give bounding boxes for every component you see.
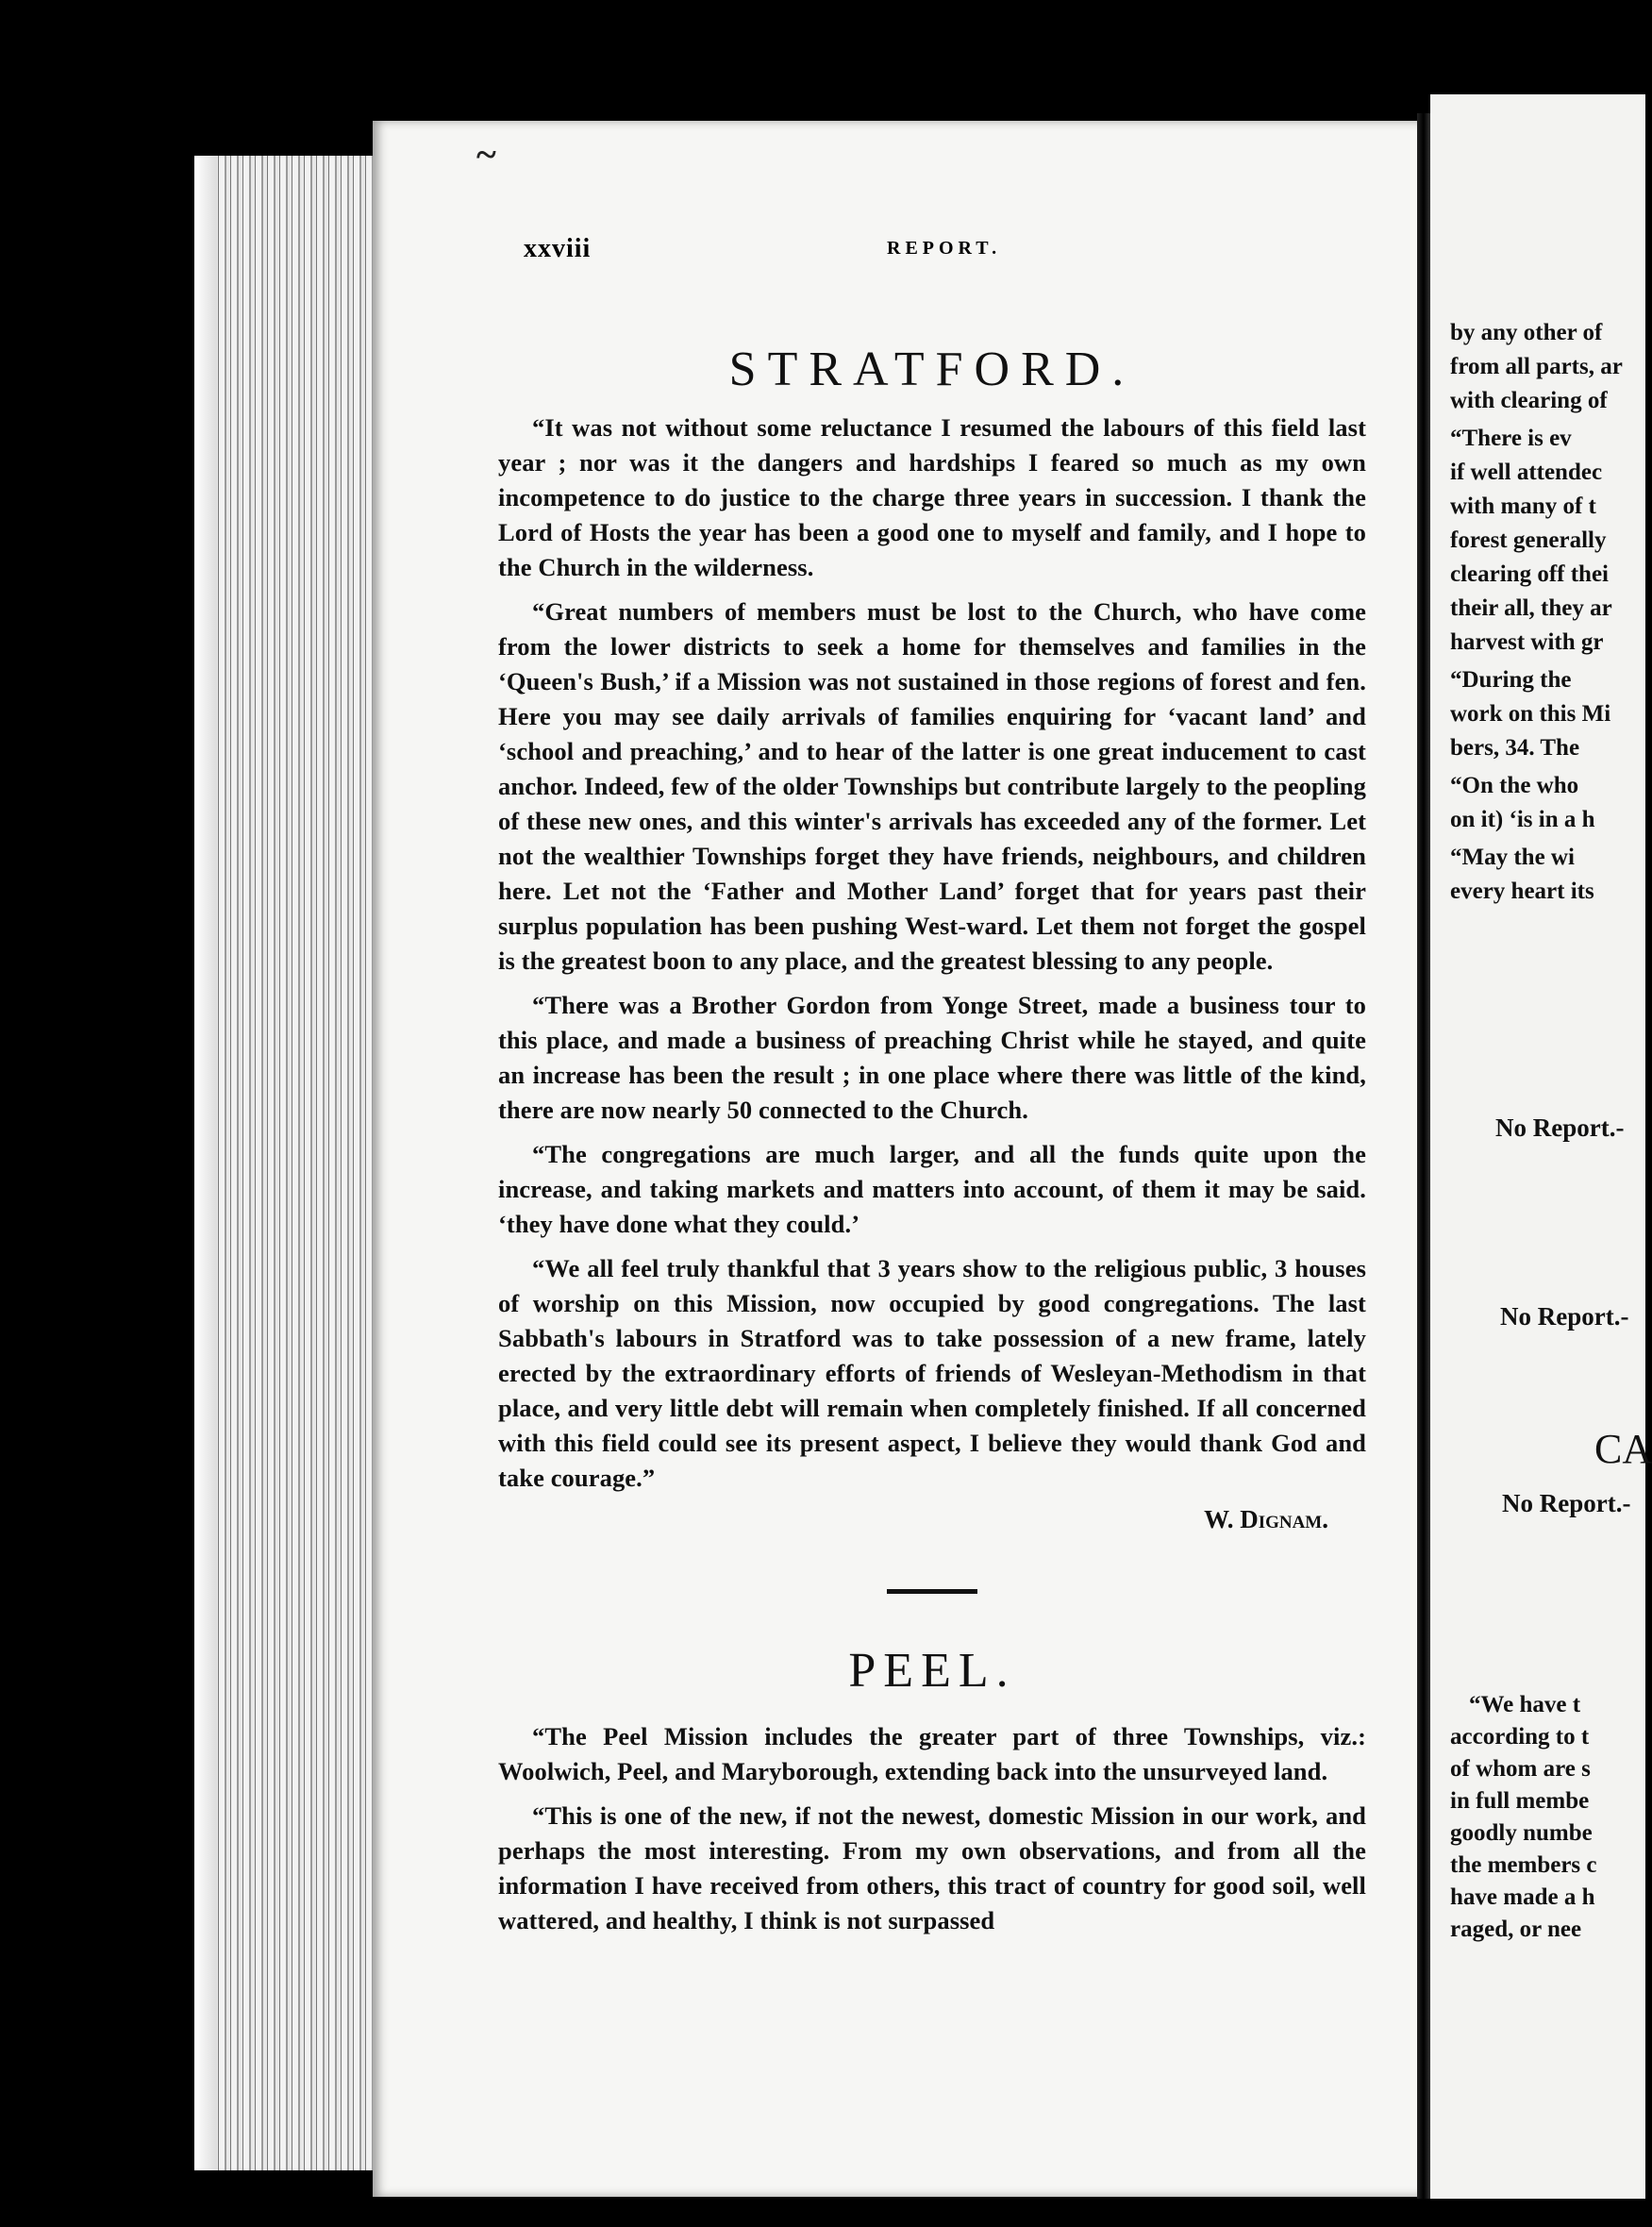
stratford-paragraph: “It was not without some reluctance I resumed the labours of this field last year ; nor was it the dangers and hardships I feared so much as my own incompetence to do justice to the charge three years in succession. I thank the Lord of Hosts the year has been a good one to myself and family, and I hope to the Church in the wilderness. [498, 413, 1366, 581]
text-line: according to t [1450, 1724, 1590, 1750]
stratford-paragraph: “We all feel truly thankful that 3 years show to the religious public, 3 houses of worship on this Mission, now occupied by good congregations. The last Sabbath's labours in Stratford was to take possession of a new frame, lately erected by the extraordinary efforts of friends of Wesleyan-Methodism in that place, and very little debt will remain when completely finished. If all concerned with this field could see its present aspect, I believe they would thank God and take courage.” [498, 1254, 1366, 1492]
no-report-line: No Report.- [1495, 1114, 1625, 1142]
text-line: every heart its [1450, 879, 1594, 904]
text-line: goodly numbe [1450, 1820, 1593, 1846]
section-title-peel: PEEL. [848, 1644, 1016, 1698]
text-line: “There is ev [1450, 426, 1572, 451]
stratford-paragraph: “Great numbers of members must be lost to the Church, who have come from the lower districts to seek a home for themselves and families in the ‘Queen's Bush,’ if a Mission was not sustained in those regions of forest and fen. Here you may see daily arrivals of families enquiring for ‘vacant land’ and ‘school and preaching,’ and to hear of the latter is one great inducement to cast anchor. Indeed, few of the older Townships but contribute largely to the peopling of these new ones, and this winter's arrivals has exceeded any of the former. Let not the wealthier Townships forget they have friends, neighbours, and children here. Let not the ‘Father and Mother Land’ forget that for years past their surplus population has been pushing West-ward. Let them not forget the gospel is the greatest boon to any place, and the greatest blessing to any people. [498, 597, 1366, 975]
text-line: harvest with gr [1450, 629, 1604, 655]
book-page-edges [194, 156, 383, 2170]
section-title-stratford: STRATFORD. [728, 343, 1136, 396]
right-page-text-bottom [1450, 1689, 1645, 1946]
text-line: “We have t [1469, 1692, 1581, 1717]
page-header [524, 234, 1354, 272]
page-number: xxviii [524, 234, 592, 263]
text-line: with many of t [1450, 494, 1596, 519]
running-head: REPORT. [887, 238, 1002, 259]
text-line: “During the [1450, 667, 1572, 693]
text-line: bers, 34. The [1450, 735, 1580, 761]
text-line: “May the wi [1450, 845, 1575, 870]
text-line: from all parts, ar [1450, 354, 1623, 379]
text-line: of whom are s [1450, 1756, 1591, 1782]
book-gutter [1417, 113, 1430, 2199]
peel-paragraph: “This is one of the new, if not the newest, domestic Mission in our work, and perhaps the most interesting. From my own observations, and from all the information I have received from others, this tract of country for good soil, well wattered, and healthy, I think is not surpassed [498, 1801, 1366, 1934]
text-line: their all, they ar [1450, 595, 1612, 621]
text-line: with clearing of [1450, 388, 1608, 413]
text-line: clearing off thei [1450, 561, 1610, 587]
section-title-ca: CA [1594, 1426, 1652, 1472]
text-line: have made a h [1450, 1884, 1595, 1910]
signature: W. Dignam. [1204, 1505, 1328, 1533]
no-report-line: No Report.- [1502, 1489, 1631, 1517]
ink-mark: ~ [476, 133, 496, 176]
text-line: if well attendec [1450, 460, 1603, 485]
stratford-section [498, 342, 1366, 1948]
no-report-line: No Report.- [1500, 1302, 1629, 1331]
stratford-paragraph: “The congregations are much larger, and all the funds quite upon the increase, and taking markets and matters into account, of them it may be said. ‘they have done what they could.’ [498, 1140, 1366, 1238]
section-divider [887, 1589, 977, 1594]
text-line: the members c [1450, 1852, 1597, 1878]
text-line: by any other of [1450, 320, 1603, 345]
stratford-paragraph: “There was a Brother Gordon from Yonge Street, made a business tour to this place, and made a business of preaching Christ while he stayed, and quite an increase has been the result ; in one place where there was little of the kind, there are now nearly 50 connected to the Church. [498, 991, 1366, 1124]
right-page-text-top [1450, 316, 1645, 909]
text-line: on it) ‘is in a h [1450, 807, 1595, 832]
peel-paragraph: “The Peel Mission includes the greater part of three Townships, viz.: Woolwich, Peel, and Maryborough, extending back into the unsurveyed land. [498, 1722, 1366, 1785]
text-line: work on this Mi [1450, 701, 1611, 727]
text-line: raged, or nee [1450, 1917, 1582, 1942]
text-line: “On the who [1450, 773, 1579, 798]
text-line: in full membe [1450, 1788, 1590, 1814]
book-cover-edge [194, 156, 217, 2170]
text-line: forest generally [1450, 527, 1607, 553]
